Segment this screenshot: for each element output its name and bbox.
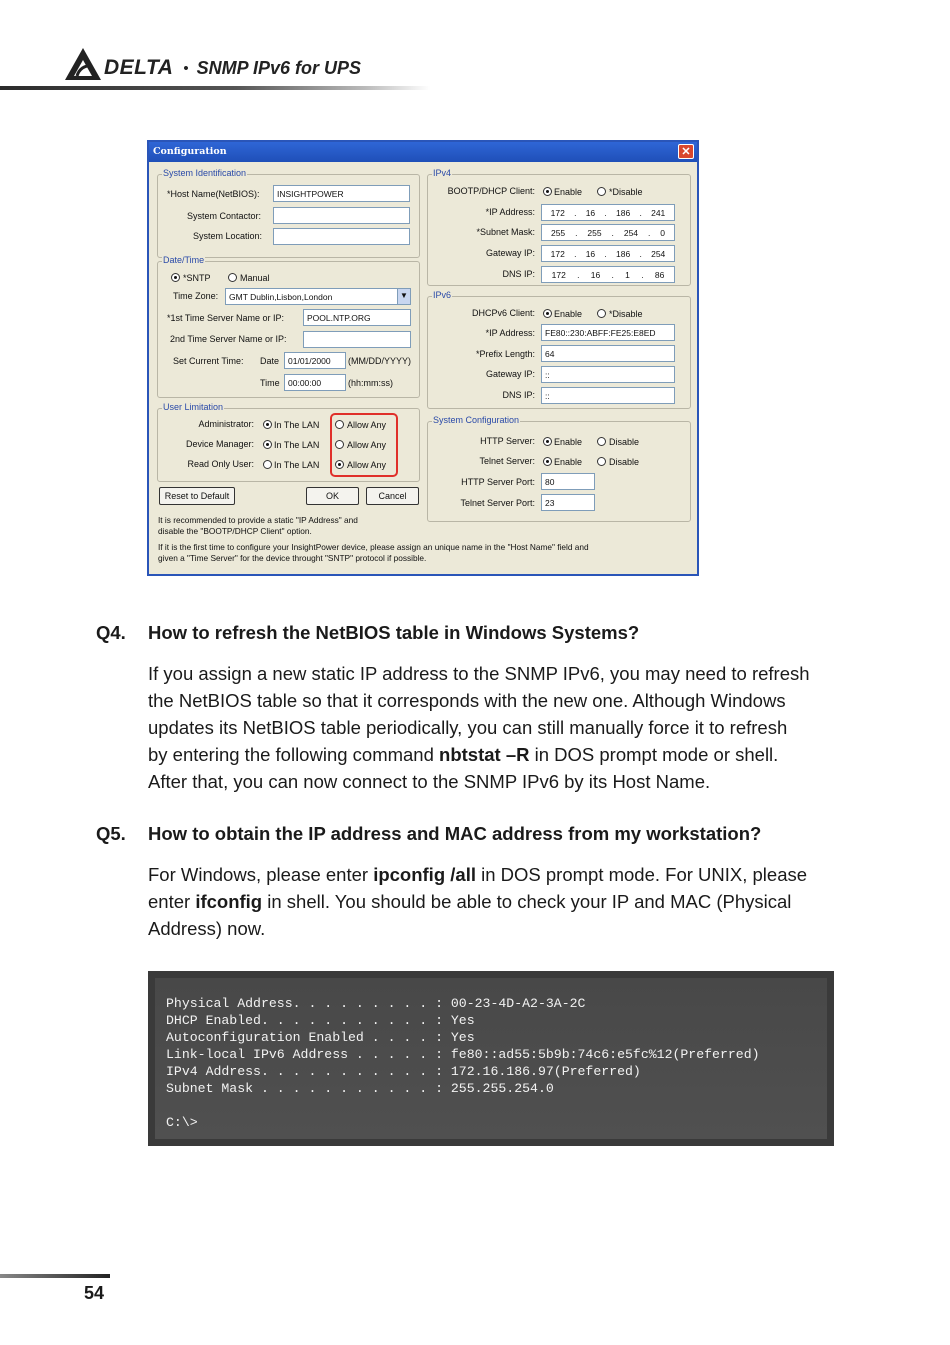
ip-octet: 255 [587,227,602,238]
server1-label: *1st Time Server Name or IP: [167,313,285,323]
text-run: Address) now. [148,918,266,939]
date-format: (MM/DD/YYYY) [348,356,411,366]
user-row-label: Device Manager: [185,439,254,449]
chevron-down-icon[interactable]: ▼ [397,289,410,304]
close-button[interactable]: ✕ [678,144,694,159]
in-lan-radio[interactable] [263,440,272,449]
disable-label: Disable [609,437,640,447]
ip-octet: 16 [585,248,596,259]
page-header [64,44,361,84]
brand-name: DELTA [104,56,174,79]
disable-label: *Disable [609,309,643,319]
ipv6-dns-label: DNS IP: [502,390,535,400]
telnet-disable-radio[interactable] [597,457,606,466]
q5-answer [148,861,860,942]
console-line: IPv4 Address. . . . . . . . . . . : 172.16.186.97(Preferred) [166,1064,641,1079]
note-line: It is recommended to provide a static "IP Address" and [158,515,358,525]
dialog-titlebar [149,142,697,162]
manual-radio[interactable] [228,273,237,282]
ipv4-dns-field[interactable]: 172 . 16 . 1 . 86 [541,266,675,283]
http-port-label: HTTP Server Port: [461,477,535,487]
bootp-label: BOOTP/DHCP Client: [447,186,535,196]
text-run: For Windows, please enter [148,864,374,885]
header-rule [0,86,430,90]
set-time-label: Set Current Time: [173,356,244,366]
group-caption: System Identification [163,168,247,178]
ipv6-ip-field[interactable]: FE80::230:ABFF:FE25:E8ED [541,324,675,341]
time-zone-label: Time Zone: [173,291,219,301]
console-line: Subnet Mask . . . . . . . . . . . : 255.255.254.0 [166,1081,554,1096]
q5-question: How to obtain the IP address and MAC address from my workstation? [148,823,762,844]
ipv4-mask-field[interactable]: 255 . 255 . 254 . 0 [541,224,675,241]
delta-logo-icon [64,47,102,81]
disable-label: *Disable [609,187,643,197]
text-run: by entering the following command [148,744,440,765]
user-row-label: Administrator: [198,419,254,429]
text-run: After that, you can now connect to the SNMP IPv6 by its Host Name. [148,771,711,792]
configuration-dialog [147,140,699,576]
ip-octet: 16 [590,269,601,280]
enable-label: Enable [554,437,583,447]
ip-octet: 255 [550,227,566,238]
http-disable-radio[interactable] [597,437,606,446]
group-caption: User Limitation [163,402,224,412]
answer-line [148,915,860,942]
allow-any-label: Allow Any [347,460,387,470]
q5-number: Q5. [96,823,126,844]
time-zone-value: GMT Dublin,Lisbon,London [229,292,333,302]
command-text: nbtstat –R [439,744,530,765]
host-name-label: *Host Name(NetBIOS): [167,189,260,199]
time-field[interactable]: 00:00:00 [284,374,346,391]
telnet-server-label: Telnet Server: [479,456,535,466]
highlight-box [330,413,398,477]
allow-any-label: Allow Any [347,440,387,450]
answer-line [148,687,860,714]
time-format: (hh:mm:ss) [348,378,393,388]
text-run: enter [148,891,196,912]
answer-line [148,888,860,915]
disable-label: Disable [609,457,640,467]
note-line: If it is the first time to configure your InsightPower device, please assign an unique name in the "Host Name" field and [158,542,589,552]
sntp-label: *SNTP [183,273,211,283]
ipv6-ip-label: *IP Address: [485,328,535,338]
text-run: If you assign a new static IP address to the SNMP IPv6, you may need to refresh [148,663,810,684]
system-contactor-label: System Contactor: [187,211,262,221]
in-lan-label: In The LAN [274,460,320,470]
time-label: Time [260,378,280,388]
ip-octet: 86 [654,269,665,280]
telnet-port-label: Telnet Server Port: [460,498,535,508]
answer-line [148,768,860,795]
reset-to-default-button[interactable]: Reset to Default [159,487,235,505]
text-run: the NetBIOS table so that it corresponds with the new one. Although Windows [148,690,786,711]
system-location-label: System Location: [193,231,263,241]
allow-any-label: Allow Any [347,420,387,430]
ip-octet: 172 [550,248,565,259]
answer-line [148,861,860,888]
command-text: ifconfig [195,891,263,912]
http-port-field[interactable]: 80 [541,473,595,490]
ipv4-gw-field[interactable]: 172 . 16 . 186 . 254 [541,245,675,262]
bootp-enable-radio[interactable] [543,187,552,196]
header-bullet: • [183,59,189,77]
text-run: in DOS prompt mode or shell. [529,744,779,765]
cancel-button[interactable]: Cancel [366,487,419,505]
server1-field[interactable]: POOL.NTP.ORG [303,309,411,326]
command-text: ipconfig /all [373,864,476,885]
ip-octet: 186 [616,248,631,259]
q4-answer [148,660,860,795]
group-caption: System Configuration [433,415,520,425]
ip-octet: 241 [651,207,666,218]
footer-rule [0,1274,110,1278]
ipv4-dns-label: DNS IP: [502,269,535,279]
q4-question: How to refresh the NetBIOS table in Windows Systems? [148,622,640,643]
text-run: in shell. You should be able to check your IP and MAC (Physical [262,891,792,912]
ip-octet: 172 [550,207,565,218]
system-contactor-field[interactable] [273,207,410,224]
ip-octet: 16 [585,207,596,218]
ip-octet: 1 [625,269,630,280]
enable-label: Enable [554,187,583,197]
in-lan-label: In The LAN [274,420,320,430]
ok-button[interactable]: OK [306,487,359,505]
ipv6-gw-field[interactable]: :: [541,366,675,383]
text-run: in DOS prompt mode. For UNIX, please [475,864,808,885]
date-label: Date [260,356,280,366]
console-output [155,978,827,1139]
console-line: Link-local IPv6 Address . . . . . : fe80::ad55:5b9b:74c6:e5fc%12(Preferred) [166,1047,760,1062]
answer-line [148,660,860,687]
first-time-note [158,542,589,564]
ip-octet: 254 [623,227,639,238]
console-screenshot [148,971,834,1146]
note-line: given a "Time Server" for the device throught "SNTP" protocol if possible. [158,553,427,563]
answer-line [148,714,860,741]
console-line: DHCP Enabled. . . . . . . . . . . : Yes [166,1013,475,1028]
enable-label: Enable [554,309,583,319]
header-title: SNMP IPv6 for UPS [196,57,362,78]
user-row-label: Read Only User: [187,459,254,469]
prefix-length-label: *Prefix Length: [475,349,535,359]
telnet-enable-radio[interactable] [543,457,552,466]
time-zone-select[interactable] [225,288,411,305]
ip-octet: 254 [651,248,666,259]
server2-field[interactable] [303,331,411,348]
console-line: Physical Address. . . . . . . . . : 00-23-4D-A2-3A-2C [166,996,586,1011]
ipv6-gw-label: Gateway IP: [485,369,535,379]
console-line [166,1097,827,1114]
group-caption: Date/Time [163,255,205,265]
page-number: 54 [84,1283,105,1303]
group-caption: IPv4 [433,168,452,178]
console-line: Autoconfiguration Enabled . . . . : Yes [166,1030,475,1045]
ipv4-ip-field[interactable]: 172 . 16 . 186 . 241 [541,204,675,221]
text-run: updates its NetBIOS table periodically, you can still manually force it to refresh [148,717,788,738]
dhcpv6-label: DHCPv6 Client: [471,308,535,318]
bootp-disable-radio[interactable] [597,187,606,196]
server2-label: 2nd Time Server Name or IP: [170,334,287,344]
ip-octet: 0 [660,227,666,238]
http-enable-radio[interactable] [543,437,552,446]
ip-octet: 172 [551,269,566,280]
recommendation-note [158,515,358,537]
note-line: disable the "BOOTP/DHCP Client" option. [158,526,312,536]
in-lan-label: In The LAN [274,440,320,450]
in-lan-radio[interactable] [263,420,272,429]
ipv4-gw-label: Gateway IP: [485,248,535,258]
ipv6-dns-field[interactable]: :: [541,387,675,404]
console-prompt: C:\> [166,1115,198,1130]
dhcpv6-disable-radio[interactable] [597,309,606,318]
telnet-port-field[interactable]: 23 [541,494,595,511]
host-name-field[interactable]: INSIGHTPOWER [273,185,410,202]
ipv4-ip-label: *IP Address: [485,207,535,217]
prefix-length-field[interactable]: 64 [541,345,675,362]
enable-label: Enable [554,457,583,467]
answer-line [148,741,860,768]
dhcpv6-enable-radio[interactable] [543,309,552,318]
group-caption: IPv6 [433,290,452,300]
sntp-radio[interactable] [171,273,180,282]
manual-label: Manual [240,273,270,283]
system-location-field[interactable] [273,228,410,245]
dialog-title: Configuration [153,146,227,157]
ipv4-mask-label: *Subnet Mask: [476,227,535,237]
q4-number: Q4. [96,622,126,643]
http-server-label: HTTP Server: [480,436,535,446]
date-field[interactable]: 01/01/2000 [284,352,346,369]
in-lan-radio[interactable] [263,460,272,469]
ip-octet: 186 [616,207,631,218]
